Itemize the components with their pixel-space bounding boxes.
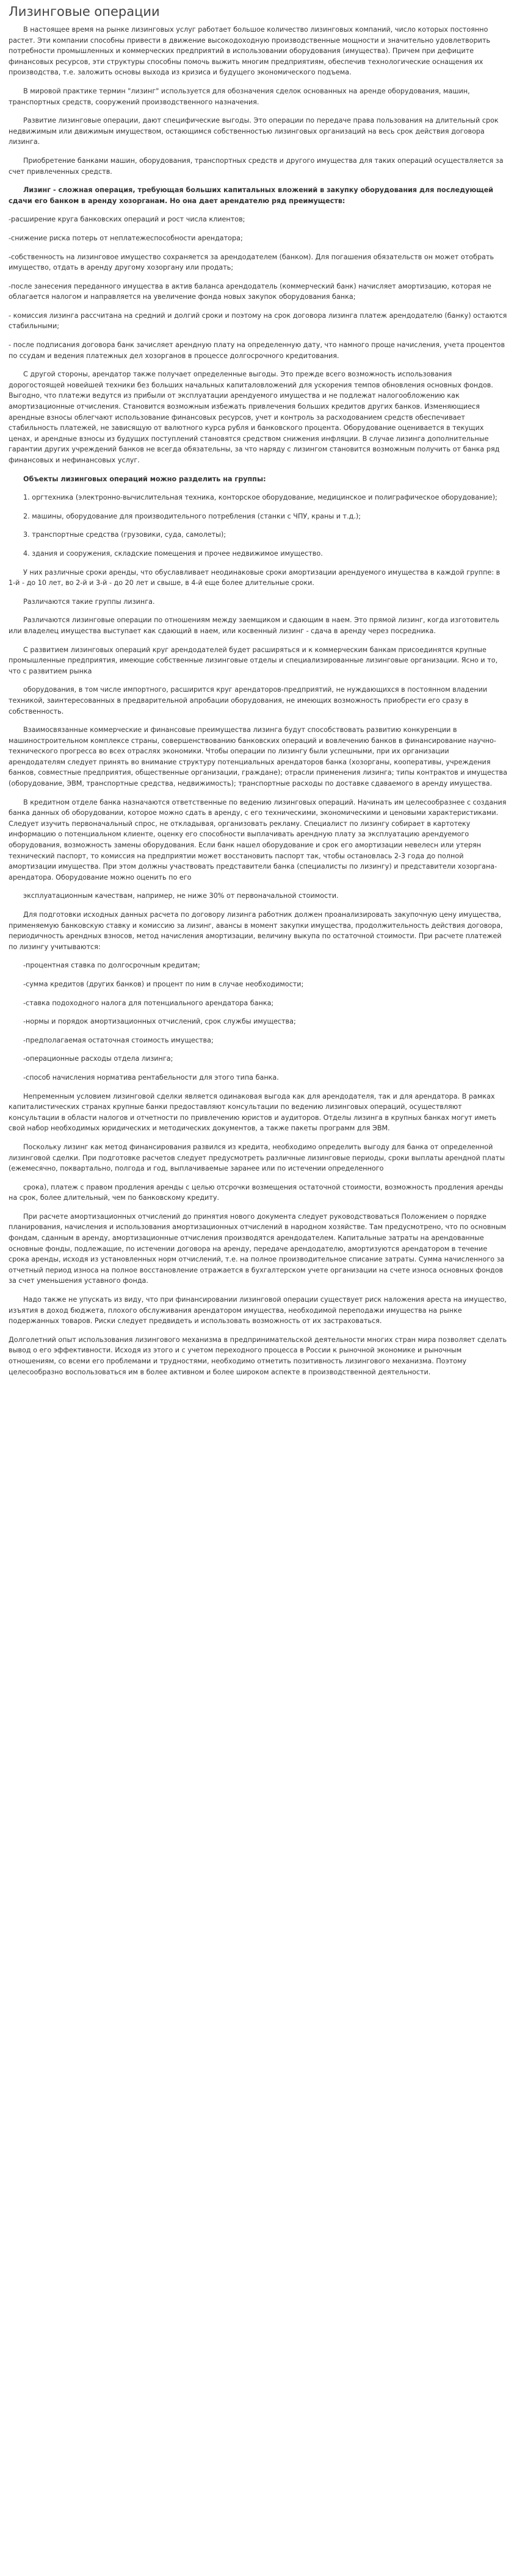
paragraph: -операционные расходы отдела лизинга; xyxy=(23,1055,173,1063)
paragraph: -сумма кредитов (других банков) и процент по ним в случае необходимости; xyxy=(23,980,304,988)
paragraph: У них различные сроки аренды, что обуславливает неодинаковые сроки амортизации арендуемого имущества в каждой группе: в 1-й - до 10 лет, во 2-й и 3-й - до 20 лет и свыше, в 4-й еще более длительные сроки. xyxy=(9,568,501,587)
paragraph: Объекты лизинговых операций можно разделить на группы: xyxy=(23,475,266,483)
paragraph: -расширение круга банковских операций и рост числа клиентов; xyxy=(9,215,245,224)
paragraph: 2. машины, оборудование для производительного потребления (станки с ЧПУ, краны и т.д.); xyxy=(23,512,361,520)
paragraph: Непременным условием лизинговой сделки является одинаковая выгода как для арендодателя, так и для арендатора. В рамках капиталистических странах крупные банки предоставляют консультации по ведению лизинговых операций, осуществляют консультации в области налогов и отчетности по привлечению юристов и аудиторов. Отделы лизинга в крупных банках могут иметь свой набор необходимых юридических и методических документов, а также пакеты программ для ЭВМ. xyxy=(9,1092,497,1133)
paragraph: Развитие лизинговые операции, дают специфические выгоды. Это операции по передаче права пользования на длительный срок недвижимым или движимым имуществом, остающимся собственностью лизинговых организаций на весь срок действия договора лизинга. xyxy=(9,117,499,146)
paragraph: Различаются такие группы лизинга. xyxy=(23,597,155,606)
paragraph: 1. оргтехника (электронно-вычислительная техника, конторское оборудование, медицинское и полиграфическое оборудование); xyxy=(23,493,497,502)
paragraph: срока), платеж с правом продления аренды с целью отсрочки возмещения остаточной стоимости, возможность продления аренды на срок, более длительный, чем по банковскому кредиту. xyxy=(9,1183,504,1202)
paragraph: -ставка подоходного налога для потенциального арендатора банка; xyxy=(23,999,274,1007)
paragraph: Взаимосвязанные коммерческие и финансовые преимущества лизинга будут способствовать развитию конкуренции в машиностроительном комплексе страны, совершенствованию банковских операций и вовлечению банков в финансирование научно-технического прогресса во всех отраслях экономики. Чтобы операции по лизингу были успешными, при их организации арендодателям следует принять во внимание структуру потенциальных арендаторов банка (хозорганы, кооперативы, учреждения банков, совместные предприятия, общественные организации, граждане); отрасли применения лизинга; типы контрактов и имущества (оборудование, ЭВМ, транспортные средства, недвижимость); транспортные расходы по доставке сдаваемого в аренду имущества. xyxy=(9,726,507,788)
paragraph: -собственность на лизинговое имущество сохраняется за арендодателем (банком). Для погашения обязательств он может отобрать имущество, отдать в аренду другому хозоргану или продать; xyxy=(9,253,494,272)
paragraph: -процентная ставка по долгосрочным кредитам; xyxy=(23,961,200,970)
paragraph: Надо также не упускать из виду, что при финансировании лизинговой операции существует риск наложения ареста на имущество, изъятия в доход бюджета, плохого обслуживания арендатором имущества, необходимой переподажи имущества на рынке подержанных товаров. Риски следует предвидеть и использовать возможность от их застраховаться. xyxy=(9,1296,507,1326)
paragraph: -нормы и порядок амортизационных отчислений, срок службы имущества; xyxy=(23,1017,296,1026)
paragraph: -после занесения переданного имущества в актив баланса арендодатель (коммерческий банк) начисляет амортизацию, которая не облагается налогом и направляется на увеличение фонда новых закупок оборудования банка; xyxy=(9,282,491,301)
paragraph: Различаются лизинговые операции по отношениям между заемщиком и сдающим в наем. Это прямой лизинг, когда изготовитель или владелец имущества выступает как сдающий в наем, или косвенный лизинг - сдача в аренду через посредника. xyxy=(9,616,499,635)
paragraph: эксплуатационным качествам, например, не ниже 30% от первоначальной стоимости. xyxy=(23,892,339,900)
paragraph: Долголетний опыт использования лизингового механизма в предпринимательской деятельности многих стран мира позволяет сделать вывод о его эффективности. Исходя из этого и с учетом переходного процесса в России к рыночной экономике и рыночным отношениям, со всеми его проблемами и трудностями, необходимо отметить позитивность лизингового механизма. Поэтому целесообразно воспользоваться им в более активном и более широком аспекте в производственной деятельности. xyxy=(9,1335,507,1376)
page-title: Лизинговые операции xyxy=(9,4,160,19)
paragraph: Для подготовки исходных данных расчета по договору лизинга работник должен проанализировать закупочную цену имущества, применяемую банковскую ставку и комиссию за лизинг, авансы в момент закупки имущества, продолжительность действия договора, периодичность арендных взносов, метод начисления амортизации, величину выкупа по остаточной стоимости. При расчете платежей по лизингу учитываются: xyxy=(9,911,503,951)
paragraph: - после подписания договора банк зачисляет арендную плату на определенную дату, что намного проще начисления, учета процентов по ссудам и ведения платежных дел хозорганов в процессе долгосрочного кредитования. xyxy=(9,341,505,360)
paragraph: -предполагаемая остаточная стоимость имущества; xyxy=(23,1036,214,1044)
paragraph: В мировой практике термин "лизинг" используется для обозначения сделок основанных на аренде оборудования, машин, транспортных средств, сооружений производственного назначения. xyxy=(9,87,470,106)
paragraph: 4. здания и сооружения, складские помещения и прочее недвижимое имущество. xyxy=(23,549,323,558)
paragraph: В кредитном отделе банка назначаются ответственные по ведению лизинговых операций. Начинать им целесообразнее с создания банка данных об оборудовании, которое можно сдать в аренду, с его техническими, экономическими и ценовыми характеристиками. Следует изучить первоначальный спрос, не откладывая, организовать рекламу. Специалист по лизингу собирает в картотеку информацию о потенциальном клиенте, оценку его способности выплачивать арендную плату за эксплуатацию арендуемого оборудования, возможность замены оборудования. Если банк нашел оборудование и срок его амортизации невелесн или утерян технический паспорт, то комиссия на предприятии может восстановить паспорт так, чтобы остановлась 2-3 года до полной амортизации имущества. При этом должны участвовать представители банка (специалисты по лизингу) и представители хозоргана-арендатора. Оборудование можно оценить по его xyxy=(9,798,507,881)
paragraph: При расчете амортизационных отчислений до принятия нового документа следует руководствоваться Положением о порядке планирования, начисления и использования амортизационных отчислений в народном хозяйстве. Там предусмотрено, что по основным фондам, сданным в аренду, амортизационные отчисления производятся арендодателем. Капитальные затраты на арендованные основные фонды, подлежащие, по истечении договора на аренду, передаче арендодателю, амортизуются арендатором в течение срока аренды, исходя из установленных норм отчислений, т.е. на полное производительное списание затраты. Сумма начисленного за отчетный период износа на полное восстановление отражается в бухгалтерском учете организации на счете износа основных фондов за счет уменьшения уставного фонда. xyxy=(9,1212,507,1285)
paragraph: 3. транспортные средства (грузовики, суда, самолеты); xyxy=(23,531,226,539)
paragraph: - комиссия лизинга рассчитана на средний и долгий сроки и поэтому на срок договора лизинга платеж арендодателю (банку) остаются стабильными; xyxy=(9,311,507,331)
paragraph: -снижение риска потерь от неплатежеспособности арендатора; xyxy=(9,234,243,242)
paragraph: С развитием лизинговых операций круг арендодателей будет расширяться и к коммерческим банкам присоединятся крупные промышленные предприятия, имеющие собственные лизинговые отделы и специализированные лизинговые организации. Ясно и то, что с развитием рынка xyxy=(9,645,498,675)
paragraph: -способ начисления норматива рентабельности для этого типа банка. xyxy=(23,1073,279,1082)
paragraph: С другой стороны, арендатор также получает определенные выгоды. Это прежде всего возможность использования дорогостоящей новейшей техники без больших начальных капиталовложений для ускорения темпов обновления основных фондов. Выгодно, что платежи ведутся из прибыли от эксплуатации арендуемого имущества и не подлежат налогообложению как амортизационные отчисления. Становится возможным избежать привлечения больших кредитов других банков. Изменяющиеся арендные взносы облегчают использование финансовых ресурсов, учет и контроль за расходованием средств обеспечивает стабильность платежей, не зависящую от валютного курса рубля и банковского процента. Оборудование оценивается в текущих ценах, и арендные взносы из будущих поступлений становятся средством снижения инфляции. В случае лизинга дополнительные гарантии других учреждений банков не всегда обязательны, за что наряду с лизингом становится возможным получить от банка ряд финансовых и нефинансовых услуг. xyxy=(9,370,500,464)
paragraph: оборудования, в том числе импортного, расширится круг арендаторов-предприятий, не нуждающихся в постоянном владении техникой, заинтересованных в предварительной апробации оборудования, не имеющих возможность приобрести его сразу в собственность. xyxy=(9,686,488,716)
paragraph: В настоящее время на рынке лизинговых услуг работает большое количество лизинговых компаний, число которых постоянно растет. Эти компании способны привести в движение высокодоходную производственные мощности и значительно удовлетворить потребности промышленных и коммерческих предприятий в использовании оборудования (имущества). Причем при дефиците финансовых ресурсов, эти структуры способны помочь выжить многим предприятиям, обеспечив технологические оснащения их производства, т.е. заложить основы выхода из кризиса и будущего экономического подъема. xyxy=(9,26,491,77)
document-body xyxy=(9,24,507,1377)
paragraph: Лизинг - сложная операция, требующая больших капитальных вложений в закупку оборудования для последующей сдачи его банком в аренду хозорганам. Но она дает арендателю ряд преимуществ: xyxy=(9,186,494,205)
paragraph: Поскольку лизинг как метод финансирования развился из кредита, необходимо определить выгоду для банка от определенной лизинговой сделки. При подготовке расчетов следует предусмотреть различные лизинговые периоды, сроки выплаты арендной платы (ежемесячно, поквартально, полгода и год, выплачиваемые заранее или по истечении определенного xyxy=(9,1143,505,1173)
paragraph: Приобретение банками машин, оборудования, транспортных средств и другого имущества для таких операций осуществляется за счет привлеченных средств. xyxy=(9,156,504,176)
